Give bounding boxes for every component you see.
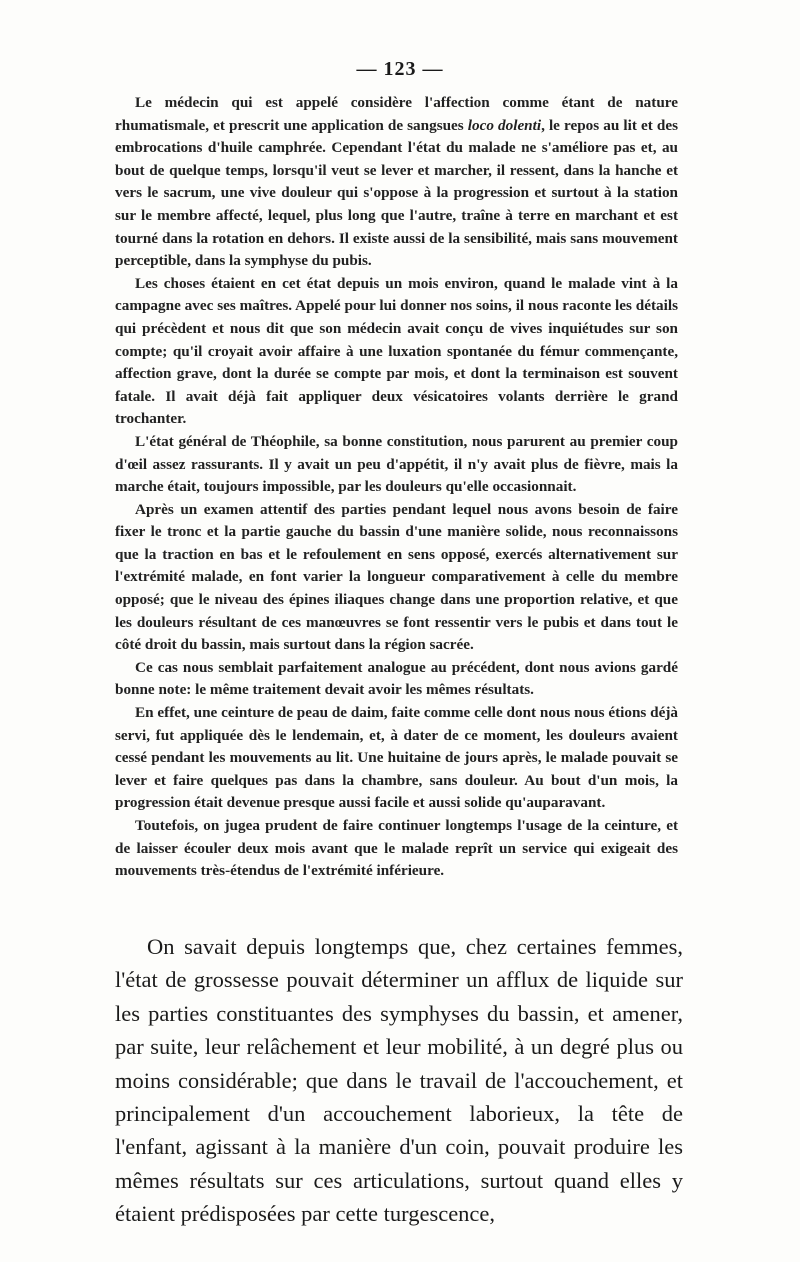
paragraph-grossesse: On savait depuis longtemps que, chez certaines femmes, l'état de grossesse pouvait déterminer un afflux de liquide sur les parties constituantes des symphyses du bassin, et amener, par suite, leur relâchement et leur mobilité, à un degré plus ou moins considérable; que dans le travail de l'accouchement, et principalement d'un accouchement laborieux, la tête de l'enfant, agissant à la manière d'un coin, pouvait produire les mêmes résultats sur ces articulations, surtout quand elles y étaient prédisposées par cette turgescence, bbox=[115, 934, 683, 1227]
paragraph-rheumatism bbox=[115, 92, 678, 273]
page-number: — 123 — bbox=[356, 58, 444, 80]
paragraph-campagne: Les choses étaient en cet état depuis un mois environ, quand le malade vint à la campagne avec ses maîtres. Appelé pour lui donner nos soins, il nous raconte les détails qui précèdent et nous dit que son médecin avait conçu de vives inquiétudes sur son compte; qu'il croyait avoir affaire à une luxation spontanée du fémur commençante, affection grave, dont la durée se compte par mois, et dont la terminaison est souvent fatale. Il avait déjà fait appliquer deux vésicatoires volants derrière le grand trochanter. bbox=[115, 274, 678, 428]
paragraph-rheumatism-before: Le médecin qui est appelé considère l'affection comme étant de nature rhumatismale, et prescrit une application de sangsues bbox=[115, 94, 678, 134]
large-print-section bbox=[115, 930, 683, 1231]
paragraph-analogue: Ce cas nous semblait parfaitement analogue au précédent, dont nous avions gardé bonne note: le même traitement devait avoir les mêmes résultats. bbox=[115, 658, 678, 699]
latin-term: loco dolenti bbox=[467, 116, 542, 134]
paragraph-rheumatism-after: , le repos au lit et des embrocations d'huile camphrée. Cependant l'état du malade ne s'améliore pas et, au bout de quelque temps, lorsqu'il veut se lever et marcher, il ressent, dans la hanche et vers le sacrum, une vive douleur qui s'oppose à la progression et surtout à la station sur le membre affecté, lequel, plus long que l'autre, traîne à terre en marchant et est tourné dans la rotation en dehors. Il existe aussi de la sensibilité, mais sans mouvement perceptible, dans la symphyse du pubis. bbox=[115, 116, 678, 270]
small-print-section bbox=[115, 92, 678, 883]
paragraph-etat-general: L'état général de Théophile, sa bonne constitution, nous parurent au premier coup d'œil assez rassurants. Il y avait un peu d'appétit, il n'y avait plus de fièvre, mais la marche était, toujours impossible, par les douleurs qu'elle occasionnait. bbox=[115, 432, 678, 496]
paragraph-examen: Après un examen attentif des parties pendant lequel nous avons besoin de faire fixer le tronc et la partie gauche du bassin d'une manière solide, nous reconnaissons que la traction en bas et le refoulement en sens opposé, exercés alternativement sur l'extrémité malade, en font varier la longueur comparativement à celle du membre opposé; que le niveau des épines iliaques change dans une proportion relative, et que les douleurs résultant de ces manœuvres se font ressentir vers le pubis et dans tout le côté droit du bassin, mais surtout dans la région sacrée. bbox=[115, 500, 678, 654]
paragraph-toutefois: Toutefois, on jugea prudent de faire continuer longtemps l'usage de la ceinture, et de laisser écouler deux mois avant que le malade reprît un service qui exigeait des mouvements très-étendus de l'extrémité inférieure. bbox=[115, 817, 678, 880]
paragraph-ceinture: En effet, une ceinture de peau de daim, faite comme celle dont nous nous étions déjà servi, fut appliquée dès le lendemain, et, à dater de ce moment, les douleurs avaient cessé pendant les mouvements au lit. Une huitaine de jours après, le malade pouvait se lever et faire quelques pas dans la chambre, sans douleur. Au bout d'un mois, la progression était devenue presque aussi facile et aussi solide qu'auparavant. bbox=[115, 704, 678, 812]
